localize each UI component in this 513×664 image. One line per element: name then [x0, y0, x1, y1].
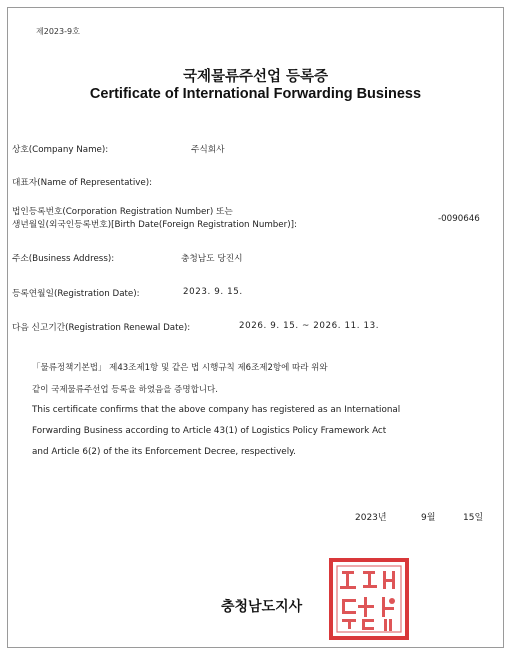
certificate-page — [7, 7, 504, 648]
address-value: 충청남도 당진시 — [181, 254, 243, 264]
company-name-value: 주식회사 — [191, 145, 225, 155]
document-number: 제2023-9호 — [36, 27, 80, 36]
corp-reg-label-line2: 생년월일(외국인등록번호)[Birth Date(Foreign Registration Number)]: — [12, 220, 297, 230]
official-seal-icon — [328, 557, 410, 641]
corp-reg-value: -0090646 — [438, 214, 480, 224]
statement-english-line1: This certificate confirms that the above company has registered as an International — [32, 405, 401, 415]
registration-date-value: 2023. 9. 15. — [183, 287, 243, 297]
company-name-label: 상호(Company Name): — [12, 145, 109, 155]
renewal-date-value: 2026. 9. 15. ~ 2026. 11. 13. — [239, 321, 380, 331]
address-label: 주소(Business Address): — [12, 254, 115, 264]
issue-day: 15일 — [463, 513, 484, 523]
issue-year: 2023년 — [355, 513, 387, 523]
issuer-name: 충청남도지사 — [221, 599, 303, 615]
corp-reg-label-line1: 법인등록번호(Corporation Registration Number) 또는 — [12, 207, 233, 217]
title-english: Certificate of International Forwarding Business — [89, 86, 422, 102]
statement-korean-line2: 같이 국제물류주선업 등록을 하였음을 증명합니다. — [32, 385, 218, 395]
registration-date-label: 등록연월일(Registration Date): — [12, 289, 140, 299]
representative-label: 대표자(Name of Representative): — [12, 178, 153, 188]
statement-english-line3: and Article 6(2) of the its Enforcement Decree, respectively. — [32, 447, 296, 457]
statement-english-line2: Forwarding Business according to Article 43(1) of Logistics Policy Framework Act — [32, 426, 387, 436]
statement-korean-line1: 「물류정책기본법」 제43조제1항 및 같은 법 시행규칙 제6조제2항에 따라 위와 — [32, 363, 328, 373]
title-korean: 국제물류주선업 등록증 — [182, 69, 329, 85]
issue-month: 9월 — [421, 513, 436, 523]
renewal-date-label: 다음 신고기간(Registration Renewal Date): — [12, 323, 191, 333]
